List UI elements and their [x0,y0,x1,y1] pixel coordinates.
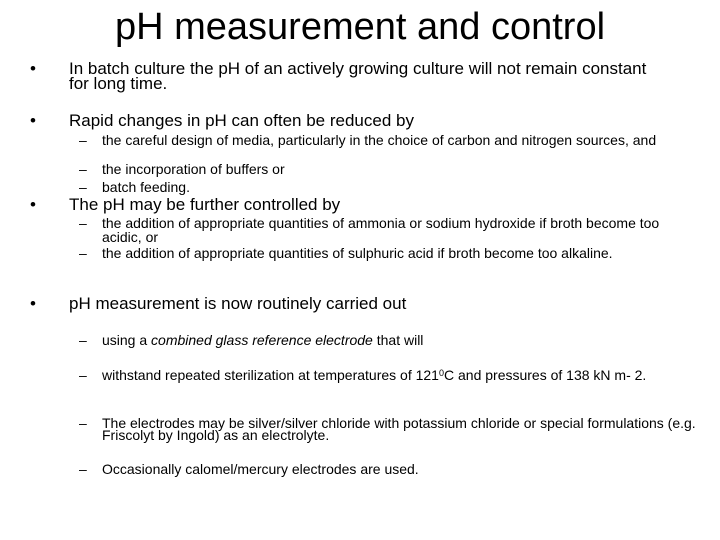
sub-item-text: the addition of appropriate quantities of sulphuric acid if broth become too alkaline. [102,245,613,261]
sub-item-text: Occasionally calomel/mercury electrodes are used. [102,461,419,477]
bullet-text: The pH may be further controlled by [69,195,341,214]
dash-marker: – [79,415,87,431]
bullet-marker: • [30,111,36,130]
superscript: 0 [438,368,444,378]
bullet-marker: • [30,59,36,78]
bullet-marker: • [30,294,36,313]
sub-item-text: The electrodes may be silver/silver chloride with potassium chloride or special formulations (e.g. Friscolyt by Ingold) as an electrolyte. [102,415,696,443]
bullet-item-further-control [0,197,720,212]
dash-marker: – [79,179,87,195]
sub-item [0,334,720,346]
bullet-text: Rapid changes in pH can often be reduced by [69,111,414,130]
dash-marker: – [79,461,87,477]
sub-item [0,162,720,176]
sub-item-text: the addition of appropriate quantities of ammonia or sodium hydroxide if broth become too acidic, or [102,215,660,245]
sub-item-text: withstand repeated sterilization at temperatures of $121^0C$ and pressures of 138 kN m- 2. [102,367,647,383]
sub-item [0,417,720,441]
sub-item [0,369,720,381]
sub-item-text: the incorporation of buffers or [102,161,285,177]
bullet-marker: • [30,195,36,214]
sub-item [0,216,720,244]
dash-marker: – [79,367,87,383]
dash-marker: – [79,132,87,148]
dash-marker: – [79,332,87,348]
sub-item [0,133,720,147]
bullet-text: pH measurement is now routinely carried out [69,294,407,313]
sub-item-text: using a combined glass reference electrode that will [102,332,424,348]
bullet-item-batch-culture [0,61,720,91]
bullet-item-ph-measurement [0,296,720,311]
bullet-text: In batch culture the pH of an actively growing culture will not remain constant for long time. [69,59,647,93]
sub-item-text: batch feeding. [102,179,190,195]
sub-item-text: the careful design of media, particularly in the choice of carbon and nitrogen sources, and [102,132,657,148]
sub-item [0,180,720,194]
dash-marker: – [79,161,87,177]
emphasis-text: combined glass reference electrode [151,332,373,348]
dash-marker: – [79,215,87,231]
sub-item [0,463,720,475]
sub-item [0,246,720,260]
slide-title: pH measurement and control [114,6,606,48]
dash-marker: – [79,245,87,261]
bullet-item-rapid-changes [0,113,720,128]
